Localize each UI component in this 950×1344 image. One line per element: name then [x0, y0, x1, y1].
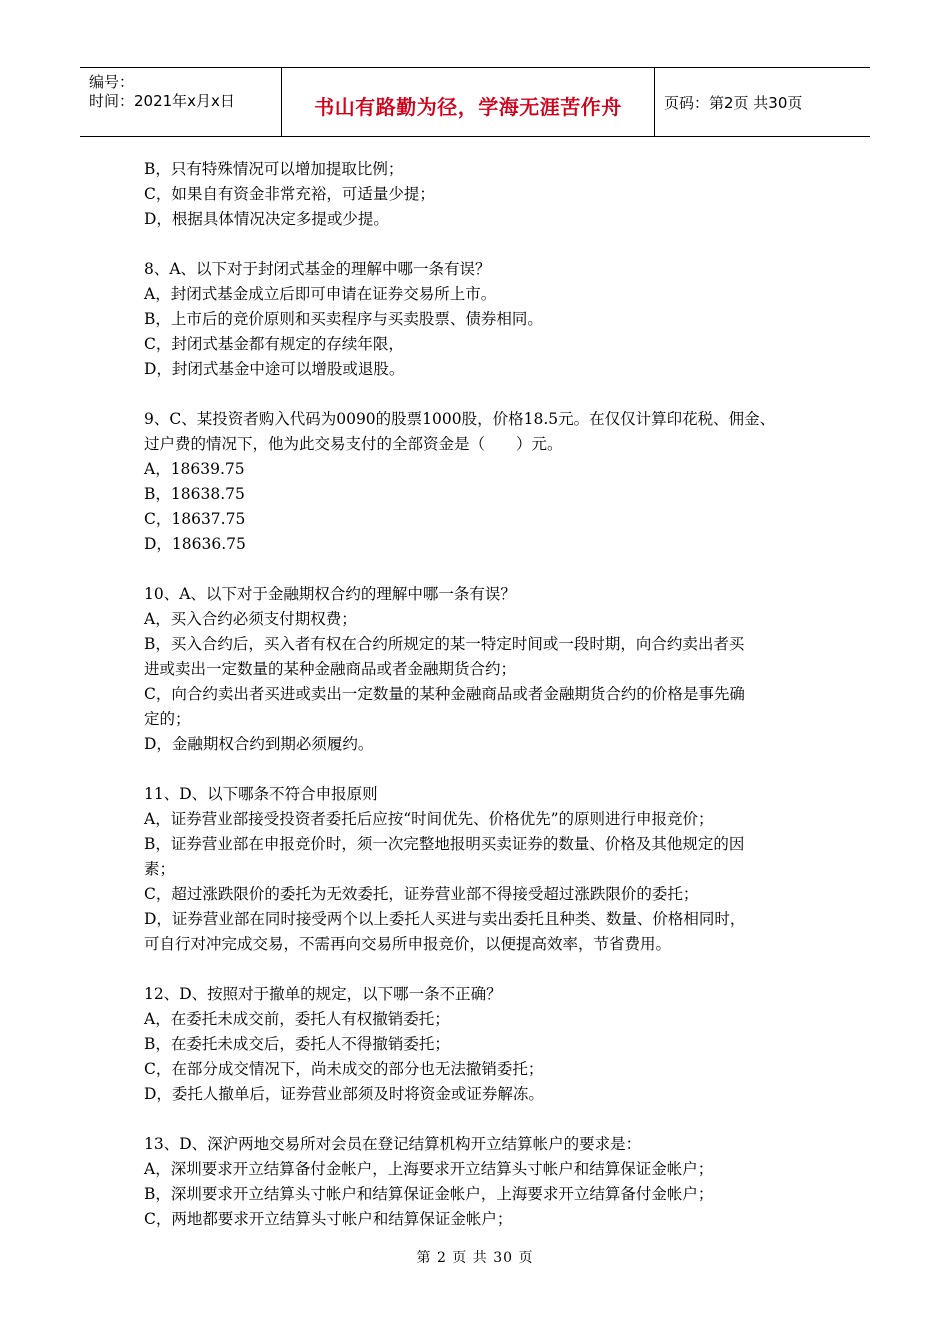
option-b: B，在委托未成交后，委托人不得撤销委托；: [144, 1035, 450, 1053]
option-d: D，金融期权合约到期必须履约。: [144, 735, 374, 753]
option-a: A，深圳要求开立结算备付金帐户，上海要求开立结算头寸帐户和结算保证金帐户；: [144, 1160, 714, 1178]
header-page-cell: [655, 68, 870, 136]
option-d: D，根据具体情况决定多提或少提。: [144, 210, 389, 228]
question-9: [144, 407, 814, 557]
option-c-line-1: C，向合约卖出者买进或卖出一定数量的某种金融商品或者金融期货合约的价格是事先确: [144, 685, 745, 703]
question-12: [144, 982, 814, 1107]
option-c: C，在部分成交情况下，尚未成交的部分也无法撤销委托；: [144, 1060, 544, 1078]
header-page-info: 页码：第2页 共30页: [664, 93, 803, 112]
option-c: C，如果自有资金非常充裕，可适量少提；: [144, 185, 435, 203]
option-c-line-2: 定的；: [144, 710, 191, 728]
option-c: C，超过涨跌限价的委托为无效委托，证券营业部不得接受超过涨跌限价的委托；: [144, 885, 699, 903]
page-footer: [0, 1247, 950, 1267]
option-b-line-2: 素；: [144, 860, 176, 878]
question-stem: 11、D、以下哪条不符合申报原则: [144, 785, 378, 803]
document-date-label: 时间：2021年x月x日: [89, 92, 235, 110]
document-number-label: 编号：: [89, 73, 135, 91]
header-motto: 书山有路勤为径，学海无涯苦作舟: [314, 94, 622, 119]
option-c: C，两地都要求开立结算头寸帐户和结算保证金帐户；: [144, 1210, 513, 1228]
header-motto-cell: [282, 68, 655, 136]
option-d-line-2: 可自行对冲完成交易，不需再向交易所申报竞价，以便提高效率，节省费用。: [144, 935, 672, 953]
option-d-line-1: D，证券营业部在同时接受两个以上委托人买进与卖出委托且种类、数量、价格相同时，: [144, 910, 746, 928]
footer-page-number: 第 2 页 共 30 页: [416, 1250, 534, 1266]
option-b: B，只有特殊情况可以增加提取比例；: [144, 160, 404, 178]
option-a: A，买入合约必须支付期权费；: [144, 610, 357, 628]
option-a: A，在委托未成交前，委托人有权撤销委托；: [144, 1010, 450, 1028]
option-b: B，上市后的竞价原则和买卖程序与买卖股票、债券相同。: [144, 310, 543, 328]
question-10: [144, 582, 814, 757]
option-b-line-2: 进或卖出一定数量的某种金融商品或者金融期货合约；: [144, 660, 517, 678]
option-d: D，封闭式基金中途可以增股或退股。: [144, 360, 405, 378]
option-a: A，证券营业部接受投资者委托后应按“时间优先、价格优先”的原则进行申报竞价；: [144, 810, 714, 828]
question-13: [144, 1132, 814, 1232]
option-a: A，18639.75: [144, 460, 245, 478]
option-b-line-1: B，买入合约后，买入者有权在合约所规定的某一特定时间或一段时期，向合约卖出者买: [144, 635, 745, 653]
option-c: C，18637.75: [144, 510, 246, 528]
option-c: C，封闭式基金都有规定的存续年限，: [144, 335, 404, 353]
option-b: B，深圳要求开立结算头寸帐户和结算保证金帐户，上海要求开立结算备付金帐户；: [144, 1185, 714, 1203]
question-stem-line-1: 9、C、某投资者购入代码为0090的股票1000股，价格18.5元。在仅仅计算印花税、佣金、: [144, 410, 776, 428]
option-a: A，封闭式基金成立后即可申请在证券交易所上市。: [144, 285, 497, 303]
question-11: [144, 782, 814, 957]
question-stem: 12、D、按照对于撤单的规定，以下哪一条不正确？: [144, 985, 502, 1003]
question-stem-line-2: 过户费的情况下，他为此交易支付的全部资金是（ ）元。: [144, 435, 563, 453]
document-header: [80, 67, 870, 137]
question-stem: 8、A、以下对于封闭式基金的理解中哪一条有误？: [144, 260, 491, 278]
question-stem: 13、D、深沪两地交易所对会员在登记结算机构开立结算帐户的要求是：: [144, 1135, 642, 1153]
question-8: [144, 257, 814, 382]
option-d: D，委托人撤单后，证券营业部须及时将资金或证券解冻。: [144, 1085, 544, 1103]
option-b: B，18638.75: [144, 485, 245, 503]
question-stem: 10、A、以下对于金融期权合约的理解中哪一条有误？: [144, 585, 516, 603]
option-d: D，18636.75: [144, 535, 246, 553]
document-body: [144, 157, 814, 1257]
option-b-line-1: B，证券营业部在申报竞价时，须一次完整地报明买卖证券的数量、价格及其他规定的因: [144, 835, 745, 853]
question-7-continuation: [144, 157, 814, 232]
header-meta-cell: [80, 68, 282, 136]
